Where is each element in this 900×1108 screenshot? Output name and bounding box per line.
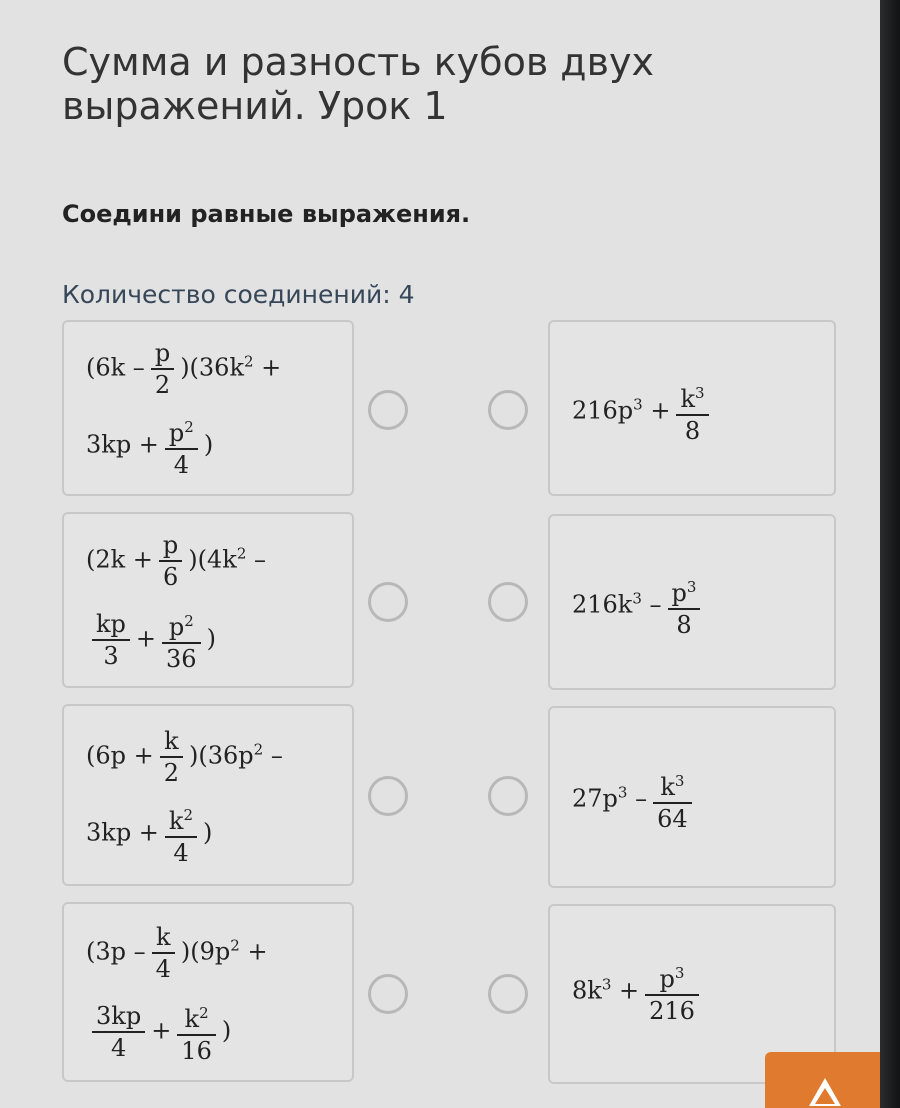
warning-triangle-inner <box>815 1088 835 1104</box>
left-3-row-1: (6p + $\frac{k}{2}$ )($36p^2$ – <box>86 727 283 787</box>
left-2-row-1: (2k + $\frac{p}{6}$ )($4k^2$ – <box>86 531 267 591</box>
right-2-connector[interactable] <box>488 582 528 622</box>
left-4-row-1: (3p – $\frac{k}{4}$ )($9p^2$ + <box>86 923 268 983</box>
page-title: Сумма и разность кубов двух выражений. Урок 1 <box>62 40 654 128</box>
right-2-expression: $216k^3$ – $\frac{p^3}{8}$ <box>572 574 706 638</box>
left-card-4[interactable] <box>62 902 354 1082</box>
right-card-3[interactable] <box>548 706 836 888</box>
left-3-connector[interactable] <box>368 776 408 816</box>
right-card-2[interactable] <box>548 514 836 690</box>
right-3-connector[interactable] <box>488 776 528 816</box>
left-card-3[interactable] <box>62 704 354 886</box>
right-1-connector[interactable] <box>488 390 528 430</box>
left-card-2[interactable] <box>62 512 354 688</box>
connections-counter: Количество соединений: 4 <box>62 280 415 309</box>
instruction-text: Соедини равные выражения. <box>62 200 471 228</box>
right-4-connector[interactable] <box>488 974 528 1014</box>
left-4-connector[interactable] <box>368 974 408 1014</box>
left-1-row-2: 3kp + $\frac{p^2}{4}$ ) <box>86 414 213 478</box>
device-bezel <box>880 0 900 1108</box>
left-2-row-2: $\frac{kp}{3}$ + $\frac{p^2}{36}$ ) <box>86 608 216 672</box>
right-card-1[interactable] <box>548 320 836 496</box>
right-1-expression: $216p^3$ + $\frac{k^3}{8}$ <box>572 380 715 444</box>
report-problem-button[interactable] <box>765 1052 880 1108</box>
left-1-connector[interactable] <box>368 390 408 430</box>
left-2-connector[interactable] <box>368 582 408 622</box>
left-4-row-2: $\frac{3kp}{4}$ + $\frac{k^2}{16}$ ) <box>86 1000 231 1064</box>
right-3-expression: $27p^3$ – $\frac{k^3}{64}$ <box>572 768 698 832</box>
right-4-expression: $8k^3$ + $\frac{p^3}{216}$ <box>572 960 705 1024</box>
left-3-row-2: 3kp + $\frac{k^2}{4}$ ) <box>86 802 212 866</box>
left-card-1[interactable] <box>62 320 354 496</box>
left-1-row-1: (6k – $\frac{p}{2}$ )($36k^2$ + <box>86 339 282 399</box>
